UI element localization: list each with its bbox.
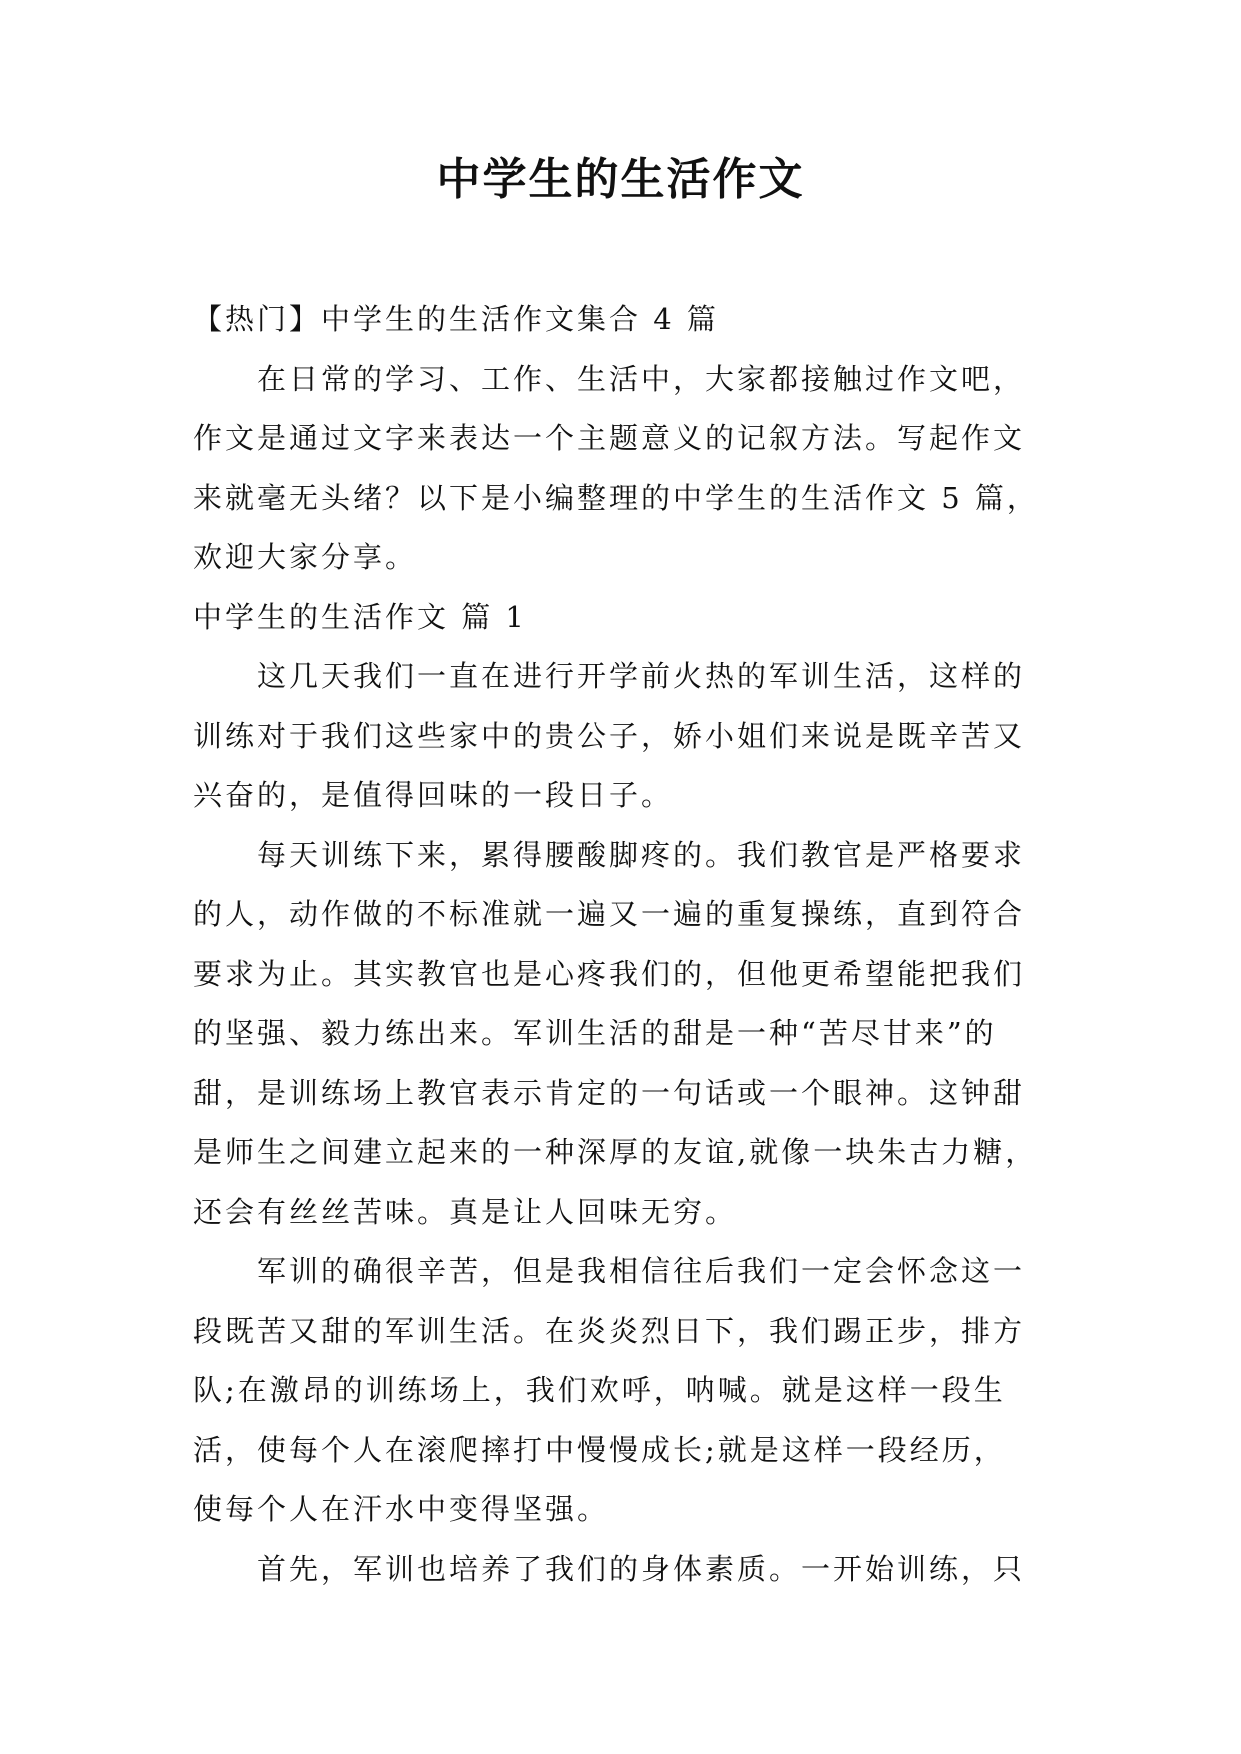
- intro-paragraph-line: 作文是通过文字来表达一个主题意义的记叙方法。写起作文: [193, 421, 1026, 455]
- paragraph-line: 军训的确很辛苦，但是我相信往后我们一定会怀念这一: [257, 1254, 1026, 1288]
- paragraph-line: 训练对于我们这些家中的贵公子，娇小姐们来说是既辛苦又: [193, 718, 1026, 753]
- paragraph-line: 队;在激昂的训练场上，我们欢呼，呐喊。就是这样一段生: [193, 1373, 1006, 1407]
- paragraph-line: 首先，军训也培养了我们的身体素质。一开始训练，只: [257, 1551, 1026, 1586]
- intro-paragraph-line: 在日常的学习、工作、生活中，大家都接触过作文吧，: [257, 361, 1026, 396]
- paragraph-line: 段既苦又甜的军训生活。在炎炎烈日下，我们踢正步，排方: [193, 1313, 1026, 1348]
- subtitle-line: 【热门】中学生的生活作文集合 4 篇: [193, 302, 719, 336]
- paragraph-line: 兴奋的，是值得回味的一段日子。: [193, 778, 674, 812]
- paragraph-line: 甜，是训练场上教官表示肯定的一句话或一个眼神。这钟甜: [193, 1075, 1026, 1110]
- document-body: [193, 290, 1073, 1599]
- paragraph-line: 使每个人在汗水中变得坚强。: [193, 1492, 610, 1526]
- paragraph-line: 的坚强、毅力练出来。军训生活的甜是一种“苦尽甘来”的: [193, 1016, 997, 1050]
- paragraph-line: 这几天我们一直在进行开学前火热的军训生活，这样的: [257, 659, 1026, 693]
- paragraph-line: 的人，动作做的不标准就一遍又一遍的重复操练，直到符合: [193, 897, 1026, 931]
- section-heading: 中学生的生活作文 篇 1: [193, 599, 527, 634]
- document-title: 中学生的生活作文: [436, 154, 805, 205]
- intro-paragraph-line: 欢迎大家分享。: [193, 540, 418, 574]
- paragraph-line: 还会有丝丝苦味。真是让人回味无穷。: [193, 1194, 738, 1229]
- intro-paragraph-line: 来就毫无头绪？以下是小编整理的中学生的生活作文 5 篇，: [193, 480, 1039, 515]
- paragraph-line: 活，使每个人在滚爬摔打中慢慢成长;就是这样一段经历，: [193, 1432, 1006, 1467]
- paragraph-line: 要求为止。其实教官也是心疼我们的，但他更希望能把我们: [193, 956, 1026, 991]
- paragraph-line: 是师生之间建立起来的一种深厚的友谊,就像一块朱古力糖，: [193, 1135, 1038, 1169]
- paragraph-line: 每天训练下来，累得腰酸脚疼的。我们教官是严格要求: [257, 837, 1026, 872]
